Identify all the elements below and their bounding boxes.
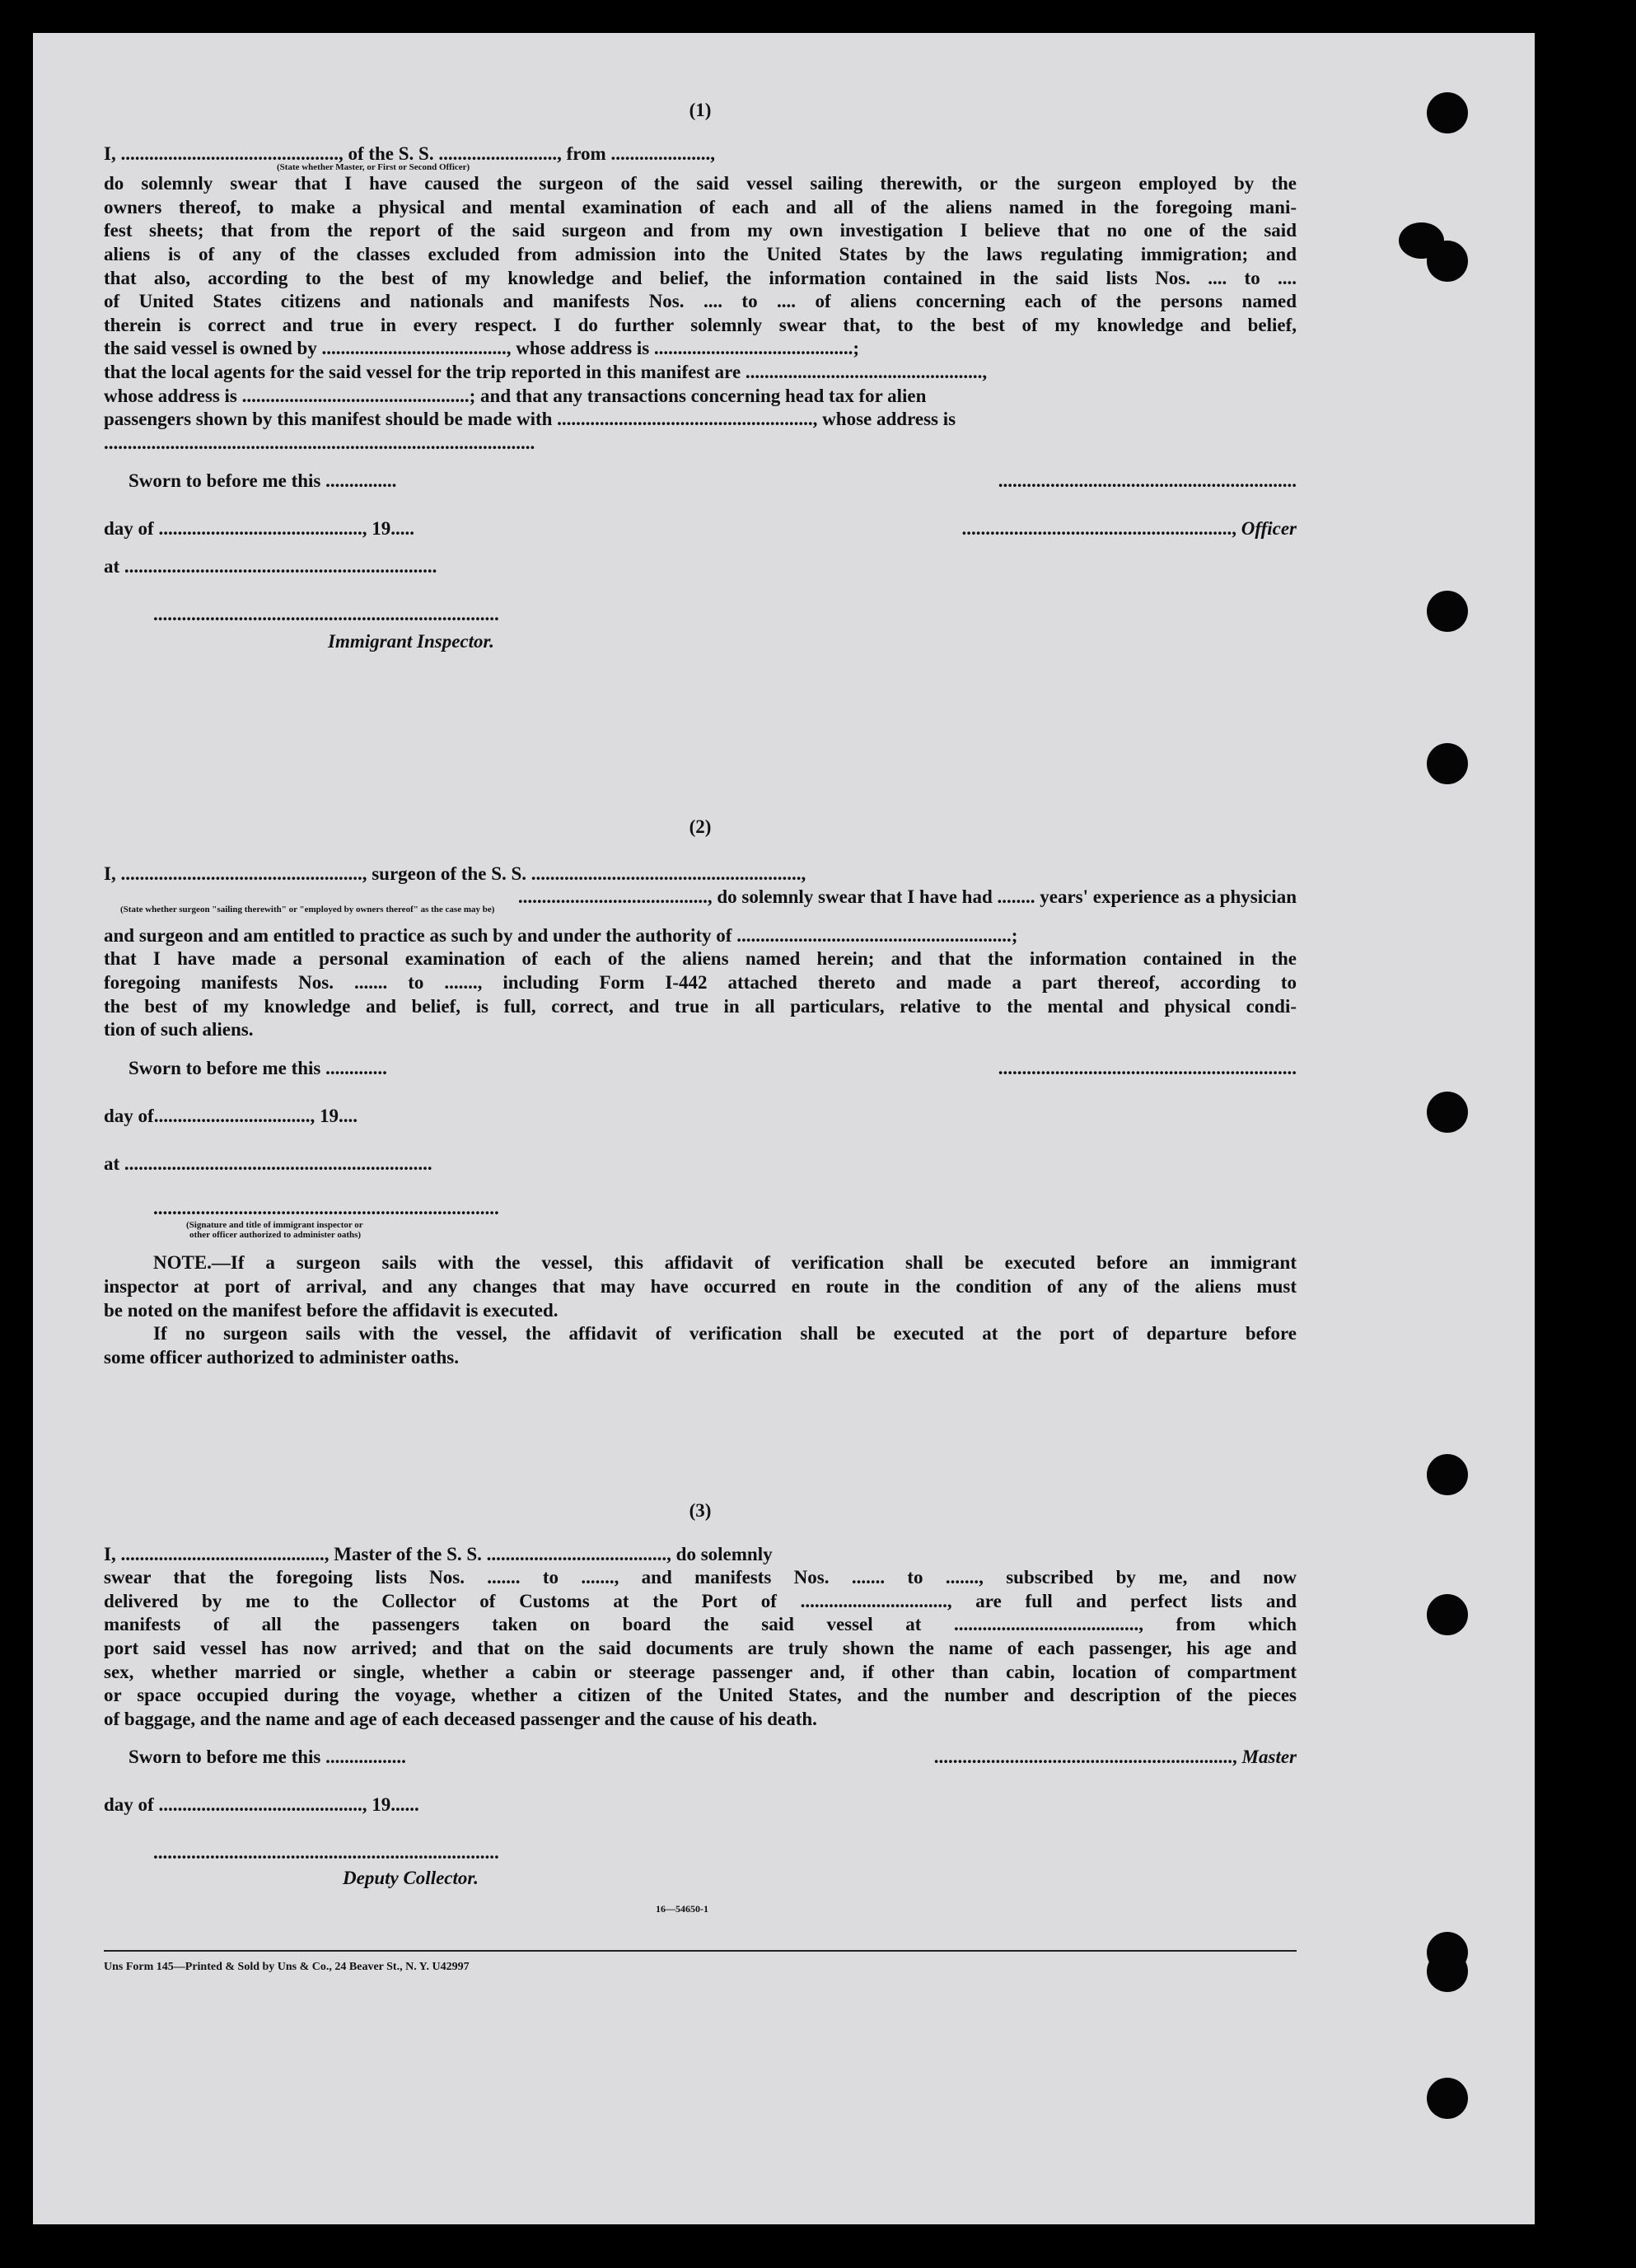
day-text: day of ..........................................., 19..... [104,518,414,540]
punch-hole [1427,1951,1468,1992]
oath-line: manifests of all the passengers taken on board the said vessel at ......................................., from which [104,1614,1297,1635]
punch-hole [1427,591,1468,632]
oath-line: that I have made a personal examination of each of the aliens named herein; and that the information contained in the [104,948,1297,970]
day-row [104,1793,1297,1841]
note-line: some officer authorized to administer oaths. [104,1346,459,1368]
oath-line: that the local agents for the said vessel for the trip reported in this manifest are .................................................., [104,361,988,382]
oath-line: of baggage, and the name and age of each deceased passenger and the cause of his death. [104,1708,817,1729]
oath-line: ........................................, do solemnly swear that I have had ........ years' experience as a physician [517,886,1297,908]
note-line: inspector at port of arrival, and any changes that may have occurred en route in the condition of any of the aliens must [104,1275,1297,1297]
punch-hole [1427,1594,1468,1635]
oath-line: therein is correct and true in every respect. I do further solemnly swear that, to the best of my knowledge and belief, [104,314,1297,335]
oath-line: passengers shown by this manifest should be made with ......................................................, whose address is [104,409,956,430]
master-label: Master [1241,1747,1297,1768]
oath-line: aliens is of any of the classes excluded from admission into the United States by the laws regulating immigration; and [104,243,1297,264]
punch-hole [1427,92,1468,133]
oath-line: do solemnly swear that I have caused the surgeon of the said vessel sailing therewith, or the surgeon employed by the [104,173,1297,194]
punch-hole [1427,1454,1468,1495]
section-2 [104,816,1297,1369]
inspector-signature-dots: ......................................................................... [153,1197,499,1218]
oath-line: swear that the foregoing lists Nos. ....... to ......., and manifests Nos. ....... to ......., subscribed by me, and now [104,1567,1297,1588]
note-line: be noted on the manifest before the affidavit is executed. [104,1299,559,1321]
surgeon-note: (State whether surgeon "sailing therewith" or "employed by owners thereof" as the case may be) [120,904,495,914]
immigrant-inspector-label: Immigrant Inspector. [328,630,494,652]
section-heading: (2) [689,816,712,837]
master-signature: ..............................................................., Master [933,1747,1297,1768]
section-3 [104,1499,1297,1914]
signature-dots: ............................................................... [998,1057,1297,1078]
oath-line: sex, whether married or single, whether a cabin or steerage passenger and, if other than cabin, location of compartment [104,1661,1297,1682]
at-row [104,556,1297,613]
oath-line: delivered by me to the Collector of Customs at the Port of ..............................., are full and perfect lists and [104,1590,1297,1611]
day-text: day of................................., 19.... [104,1105,358,1126]
note-line: NOTE.—If a surgeon sails with the vessel, this affidavit of verification shall be executed before an immigrant [153,1252,1297,1274]
at-row [104,1153,1297,1200]
oath-line: the said vessel is owned by ......................................., whose address is ..........................................; [104,338,860,359]
oath-line: foregoing manifests Nos. ....... to ......., including Form I-442 attached thereto and made a part thereof, according to [104,971,1297,993]
oath-line: of United States citizens and nationals and manifests Nos. .... to .... of aliens concerning each of the persons named [104,291,1297,312]
inspector-signature-dots: ......................................................................... [153,604,499,625]
sworn-row [104,470,1297,517]
day-text: day of ..........................................., 19...... [104,1794,419,1816]
signature-note: other officer authorized to administer oaths) [189,1230,362,1241]
oath-trailing-dots: ........................................................................................... [104,432,535,453]
at-text: at .................................................................. [104,556,437,578]
oath-line: the best of my knowledge and belief, is full, correct, and true in all particulars, relative to the mental and physical condi- [104,995,1297,1017]
oath-line: fest sheets; that from the report of the said surgeon and from my own investigation I believe that no one of the said [104,220,1297,241]
note-line: If no surgeon sails with the vessel, the affidavit of verification shall be executed at the port of departure before [153,1323,1297,1344]
sworn-text: Sworn to before me this ................. [129,1747,406,1768]
oath-opening-line: I, ..................................................., surgeon of the S. S. ........................................................., [104,863,806,884]
oath-opening-line: I, .............................................., of the S. S. ........................., from ....................., [104,143,715,164]
oath-line: port said vessel has now arrived; and that on the said documents are truly shown the name of each passenger, his age and [104,1637,1297,1658]
punch-hole [1427,241,1468,282]
punch-hole [1427,1092,1468,1133]
manifest-page [33,33,1535,2224]
officer-label: Officer [1241,518,1297,540]
sworn-row [104,1057,1297,1105]
form-code: 16—54650-1 [656,1902,708,1915]
footer-rule [104,1950,1297,1952]
at-text: at ................................................................. [104,1153,432,1174]
section-1 [104,99,1297,654]
officer-note: (State whether Master, or First or Second Officer) [277,162,470,173]
punch-hole [1427,743,1468,784]
officer-signature: ........................................................., Officer [961,518,1297,540]
oath-line: that also, according to the best of my knowledge and belief, the information contained in the said lists Nos. .... to .... [104,267,1297,288]
oath-line: or space occupied during the voyage, whether a citizen of the United States, and the number and description of the pieces [104,1685,1297,1706]
punch-hole [1427,2078,1468,2119]
sworn-text: Sworn to before me this ............. [129,1057,387,1078]
oath-line: I, ..........................................., Master of the S. S. ......................................, do solemnly [104,1543,773,1564]
deputy-collector-label: Deputy Collector. [343,1867,479,1888]
sworn-row [104,1746,1297,1793]
collector-signature-dots: ......................................................................... [153,1842,499,1864]
oath-line: tion of such aliens. [104,1019,254,1040]
signature-note: (Signature and title of immigrant inspector or [186,1220,363,1231]
oath-line: whose address is ................................................; and that any transactions concerning head tax for alien [104,385,927,406]
day-row [104,1105,1297,1153]
section-heading: (1) [689,100,712,120]
printer-credit: Uns Form 145—Printed & Sold by Uns & Co., 24 Beaver St., N. Y. U42997 [104,1961,470,1973]
signature-dots: ............................................................... [998,470,1297,492]
sworn-text: Sworn to before me this ............... [129,470,397,492]
oath-line: owners thereof, to make a physical and mental examination of each and all of the aliens named in the foregoing mani- [104,196,1297,217]
section-heading: (3) [689,1500,712,1521]
oath-line: and surgeon and am entitled to practice as such by and under the authority of ..........................................................; [104,924,1018,946]
